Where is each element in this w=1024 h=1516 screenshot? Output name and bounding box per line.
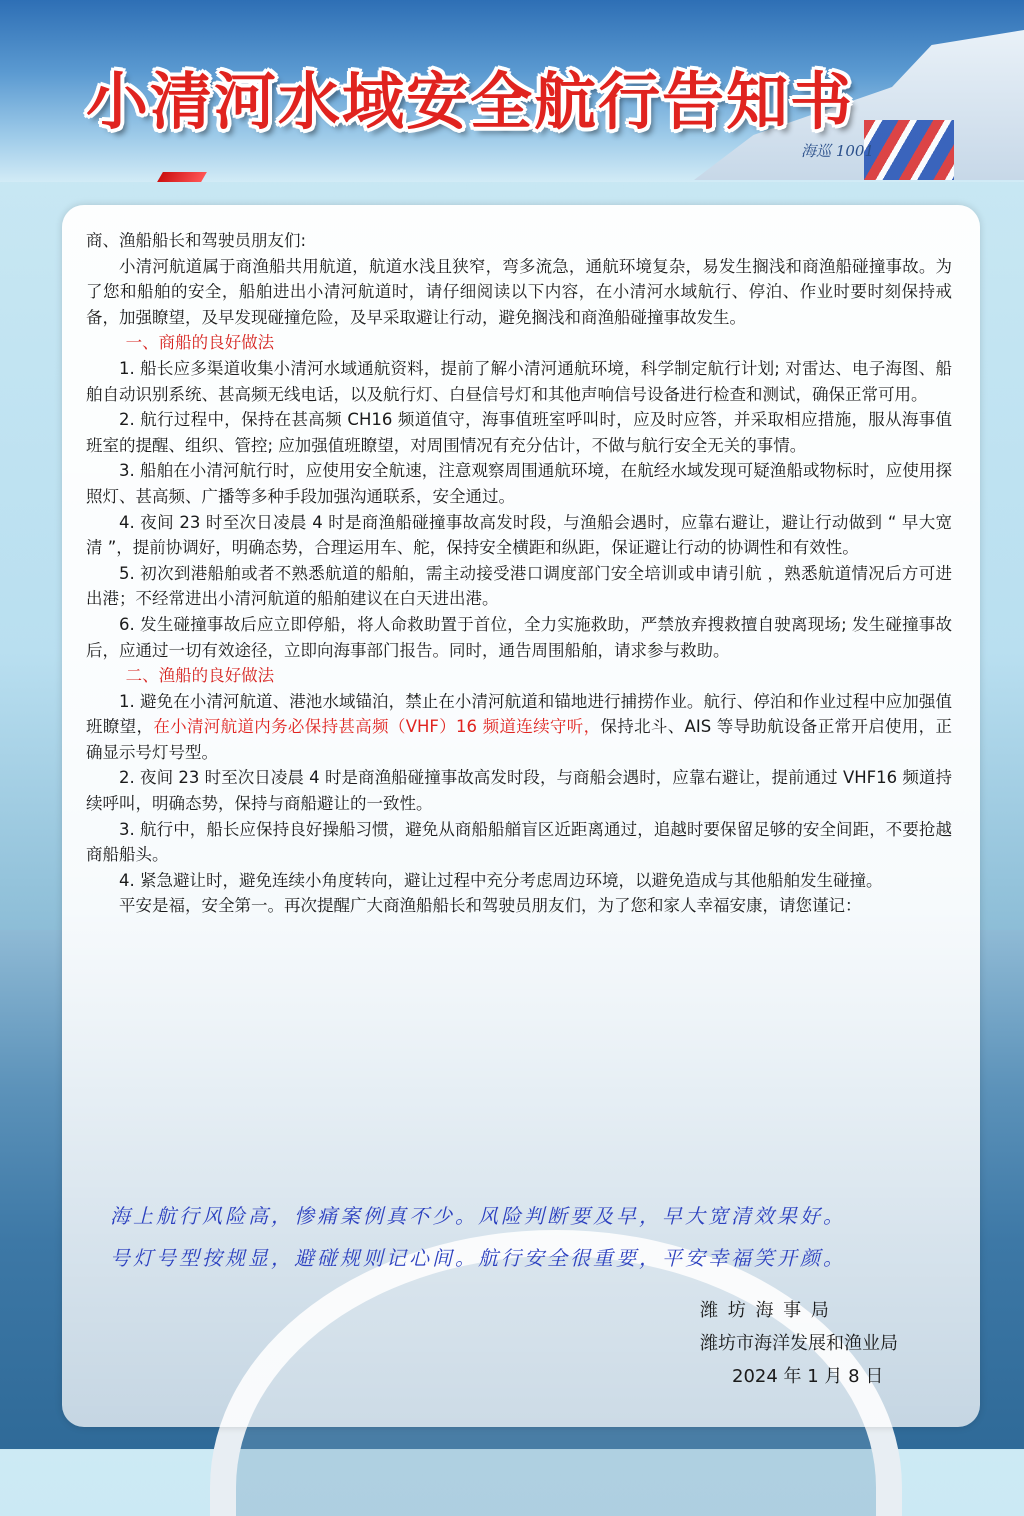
greeting: 商、渔船船长和驾驶员朋友们:	[86, 231, 307, 250]
signature-org-2: 潍坊市海洋发展和渔业局	[700, 1333, 898, 1354]
section2-item-1-tail: 保持北斗、AIS 等导助航设备正常开启使用，正确显示号灯号型。	[86, 717, 953, 762]
section1-item-4: 4. 夜间 23 时至次日凌晨 4 时是商渔船碰撞事故高发时段，与渔船会遇时，应靠右避让，避让行动做到 “ 早大宽清 ”，提前协调好，明确态势，合理运用车、舵，保持安全横距和纵距，保证避让行动的协调性和有效性。	[86, 512, 952, 558]
section2-title: 二、渔船的良好做法	[125, 666, 275, 686]
section2-item-2: 2. 夜间 23 时至次日凌晨 4 时是商渔船碰撞事故高发时段，与商船会遇时，应靠右避让，提前通过 VHF16 频道持续呼叫，明确态势，保持与商船避让的一致性。	[86, 768, 952, 814]
title-accent	[157, 172, 207, 182]
ship-hull-number: 海巡 1001	[801, 142, 874, 160]
section2-item-4: 4. 紧急避让时，避免连续小角度转向，避让过程中充分考虑周边环境，以避免造成与其他船舶发生碰撞。	[119, 870, 883, 890]
signature-date: 2024 年 1 月 8 日	[732, 1366, 884, 1387]
notice-body	[86, 228, 952, 919]
section1-item-1: 1. 船长应多渠道收集小清河水域通航资料，提前了解小清河通航环境，科学制定航行计划; 对雷达、电子海图、船舶自动识别系统、甚高频无线电话，以及航行灯、白昼信号灯和其他声响信号设备进行检查和测试，确保正常可用。	[86, 358, 952, 404]
page-title: 小清河水域安全航行告知书	[86, 65, 855, 138]
section1-item-3: 3. 船舶在小清河航行时，应使用安全航速，注意观察周围通航环境，在航经水域发现可疑渔船或物标时，应使用探照灯、甚高频、广播等多种手段加强沟通联系，安全通过。	[86, 461, 952, 506]
section1-item-5: 5. 初次到港船舶或者不熟悉航道的船舶，需主动接受港口调度部门安全培训或申请引航 ，熟悉航道情况后方可进出港；不经常进出小清河航道的船舶建议在白天进出港。	[86, 563, 952, 609]
section1-title: 一、商船的良好做法	[125, 333, 275, 353]
intro-paragraph: 小清河航道属于商渔船共用航道，航道水浅且狭窄，弯多流急，通航环境复杂，易发生搁浅和商渔船碰撞事故。为了您和船舶的安全，船舶进出小清河航道时，请仔细阅读以下内容，在小清河水域航行、停泊、作业时要时刻保持戒备，加强瞭望，及早发现碰撞危险，及早采取避让行动，避免搁浅和商渔船碰撞事故发生。	[86, 256, 952, 327]
vhf-highlight: 在小清河航道内务必保持甚高频（VHF）16 频道连续守听，	[153, 717, 601, 737]
slogan-line-1: 海上航行风险高，惨痛案例真不少。风险判断要及早，早大宽清效果好。	[110, 1204, 846, 1228]
signature-org-1: 潍 坊 海 事 局	[700, 1300, 831, 1321]
slogan-line-2: 号灯号型按规显，避碰规则记心间。航行安全很重要，平安幸福笑开颜。	[110, 1246, 846, 1270]
section2-item-1-text: 1. 避免在小清河航道、港池水域锚泊，禁止在小清河航道和锚地进行捕捞作业。航行、停泊和作业过程中应加强值班瞭望，	[86, 691, 952, 737]
closing-paragraph: 平安是福，安全第一。再次提醒广大商渔船船长和驾驶员朋友们，为了您和家人幸福安康，请您谨记：	[119, 896, 862, 916]
section2-item-3: 3. 航行中，船长应保持良好操船习惯，避免从商船船艏盲区近距离通过，追越时要保留足够的安全间距，不要抢越商船船头。	[86, 819, 952, 865]
section1-item-6: 6. 发生碰撞事故后应立即停船，将人命救助置于首位，全力实施救助，严禁放弃搜救擅自驶离现场; 发生碰撞事故后，应通过一切有效途径，立即向海事部门报告。同时，通告周围船舶，请求参与救助。	[86, 614, 952, 660]
section1-item-2: 2. 航行过程中，保持在甚高频 CH16 频道值守，海事值班室呼叫时，应及时应答，并采取相应措施，服从海事值班室的提醒、组织、管控; 应加强值班瞭望，对周围情况有充分估计，不做与航行安全无关的事情。	[86, 410, 952, 455]
section2-item-1	[86, 689, 952, 766]
